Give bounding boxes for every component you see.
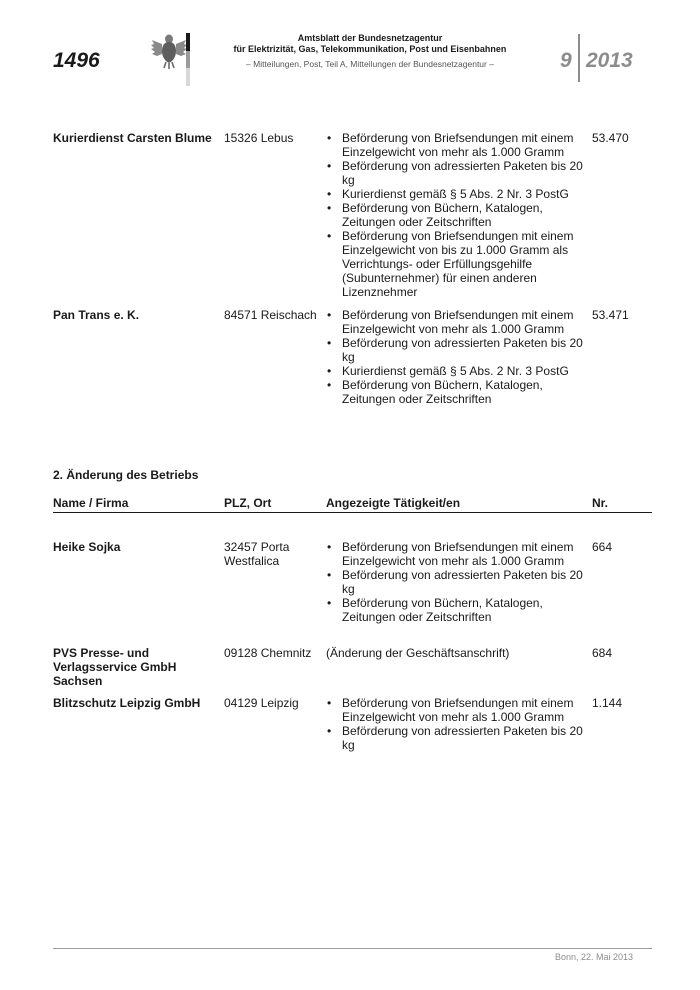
flag-bar xyxy=(186,33,190,86)
footer-rule xyxy=(53,948,652,949)
activity-item: • Kurierdienst gemäß § 5 Abs. 2 Nr. 3 PostG xyxy=(326,187,594,201)
footer-date: Bonn, 22. Mai 2013 xyxy=(554,952,633,962)
activity-item: • Beförderung von adressierten Paketen bis 20 kg xyxy=(326,724,594,752)
activity-list xyxy=(326,696,594,752)
activity-item: • Kurierdienst gemäß § 5 Abs. 2 Nr. 3 PostG xyxy=(326,364,594,378)
issue-divider xyxy=(578,34,580,82)
activity-item: • Beförderung von Briefsendungen mit einem Einzelgewicht von mehr als 1.000 Gramm xyxy=(326,308,594,336)
company-name: Kurierdienst Carsten Blume xyxy=(53,131,212,145)
activity-note: (Änderung der Geschäftsanschrift) xyxy=(326,646,510,660)
section-title: 2. Änderung des Betriebs xyxy=(53,468,199,482)
activity-item: • Beförderung von adressierten Paketen bis 20 kg xyxy=(326,568,594,596)
plz-ort: 04129 Leipzig xyxy=(224,696,299,710)
issue-number: 9 xyxy=(560,49,572,72)
activity-list xyxy=(326,308,594,406)
activity-item: • Beförderung von Briefsendungen mit einem Einzelgewicht von mehr als 1.000 Gramm xyxy=(326,131,594,159)
column-header-plz: PLZ, Ort xyxy=(224,496,272,510)
entry-number: 53.471 xyxy=(592,308,629,322)
page-header xyxy=(0,0,700,100)
journal-title-line2: für Elektrizität, Gas, Telekommunikation, Post und Eisenbahnen xyxy=(233,44,507,54)
activity-list xyxy=(326,540,594,624)
column-header-name: Name / Firma xyxy=(53,496,129,510)
plz-ort: 15326 Lebus xyxy=(224,131,294,145)
activity-item: • Beförderung von Briefsendungen mit einem Einzelgewicht von mehr als 1.000 Gramm xyxy=(326,540,594,568)
plz-ort: 09128 Chemnitz xyxy=(224,646,312,660)
issue-year: 2013 xyxy=(586,49,633,72)
activity-item: • Beförderung von Büchern, Katalogen, Zeitungen oder Zeitschriften xyxy=(326,596,594,624)
journal-subtitle: – Mitteilungen, Post, Teil A, Mitteilungen der Bundesnetzagentur – xyxy=(246,59,494,69)
activity-item: • Beförderung von Büchern, Katalogen, Zeitungen oder Zeitschriften xyxy=(326,378,594,406)
company-name: Pan Trans e. K. xyxy=(53,308,140,322)
federal-eagle-icon xyxy=(150,30,188,70)
header-rule xyxy=(53,512,652,513)
page-number: 1496 xyxy=(53,49,100,72)
journal-title: Amtsblatt der Bundesnetzagentur xyxy=(297,33,443,43)
company-name: Heike Sojka xyxy=(53,540,121,554)
activity-item: • Beförderung von adressierten Paketen bis 20 kg xyxy=(326,159,594,187)
entry-number: 684 xyxy=(592,646,613,660)
activity-list xyxy=(326,131,594,299)
activity-item: • Beförderung von Briefsendungen mit einem Einzelgewicht von bis zu 1.000 Gramm als Verrichtungs- oder Erfüllungsgehilfe (Subunternehmer) für einen anderen Lizenznehmer xyxy=(326,229,594,299)
entry-number: 1.144 xyxy=(592,696,623,710)
column-header-nr: Nr. xyxy=(592,496,609,510)
column-header-activity: Angezeigte Tätigkeit/en xyxy=(326,496,461,510)
plz-ort: 84571 Reischach xyxy=(224,308,317,322)
entry-number: 53.470 xyxy=(592,131,629,145)
entry-number: 664 xyxy=(592,540,613,554)
company-name: PVS Presse- und Verlagsservice GmbH Sachsen xyxy=(53,646,177,688)
activity-item: • Beförderung von adressierten Paketen bis 20 kg xyxy=(326,336,594,364)
plz-ort: 32457 Porta Westfalica xyxy=(224,540,290,568)
company-name: Blitzschutz Leipzig GmbH xyxy=(53,696,201,710)
activity-item: • Beförderung von Briefsendungen mit einem Einzelgewicht von mehr als 1.000 Gramm xyxy=(326,696,594,724)
activity-item: • Beförderung von Büchern, Katalogen, Zeitungen oder Zeitschriften xyxy=(326,201,594,229)
